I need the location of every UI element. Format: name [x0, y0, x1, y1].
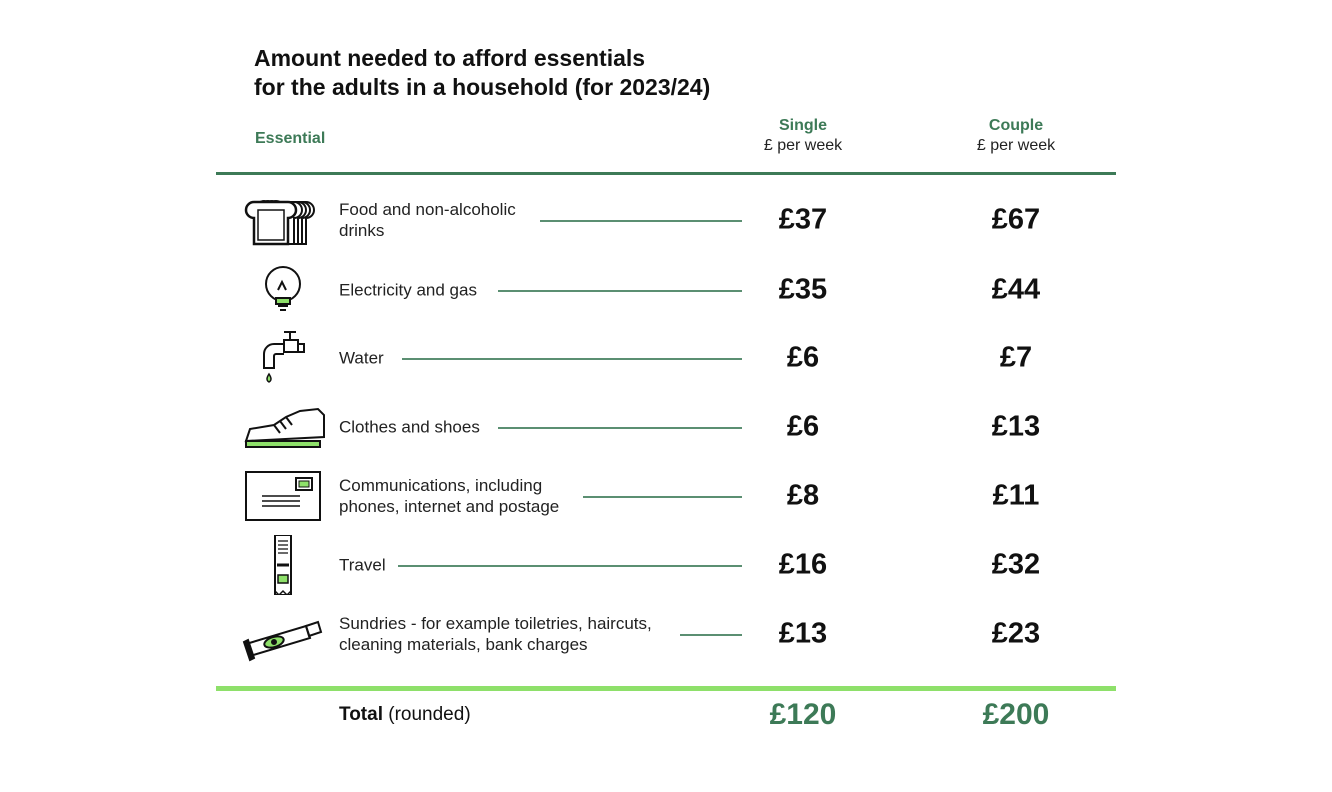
couple-value: £11 — [992, 479, 1040, 512]
total-label-rest: (rounded) — [382, 704, 471, 725]
couple-value: £67 — [991, 203, 1041, 236]
table-row — [0, 397, 1332, 457]
header-divider — [216, 172, 1116, 175]
table-row — [0, 328, 1332, 388]
total-label-bold: Total — [339, 704, 383, 725]
total-divider — [216, 686, 1116, 691]
row-label-line: Electricity and gas — [339, 280, 477, 300]
row-label — [339, 555, 386, 576]
row-label-line: Food and non-alcoholic — [339, 200, 516, 219]
table-row — [0, 260, 1332, 320]
bread-icon — [240, 190, 326, 250]
shoe-icon — [240, 397, 326, 457]
row-label-line: Water — [339, 348, 384, 368]
row-label — [339, 280, 477, 301]
leader-line — [398, 565, 742, 567]
header-couple-unit: £ per week — [976, 137, 1056, 154]
single-value: £35 — [778, 273, 828, 306]
single-value: £37 — [778, 203, 828, 236]
couple-value: £44 — [991, 273, 1041, 306]
couple-value: £32 — [991, 548, 1041, 581]
header-couple — [936, 116, 1096, 156]
header-essential: Essential — [255, 130, 326, 147]
envelope-icon — [240, 466, 326, 526]
title-line-2: for the adults in a household (for 2023/24) — [254, 74, 711, 100]
leader-line — [498, 290, 742, 292]
total-single-value: £120 — [769, 698, 837, 731]
row-label-line: Clothes and shoes — [339, 417, 480, 437]
leader-line — [583, 496, 742, 498]
title-line-1: Amount needed to afford essentials — [254, 45, 646, 71]
tap-icon — [240, 328, 326, 388]
table-row — [0, 604, 1332, 664]
leader-line — [498, 427, 742, 429]
row-label-line: Sundries - for example toiletries, haircuts, — [339, 614, 652, 633]
row-label-line: cleaning materials, bank charges — [339, 635, 588, 654]
leader-line — [540, 220, 742, 222]
couple-value: £23 — [991, 617, 1041, 650]
header-couple-name: Couple — [988, 117, 1044, 134]
header-single — [723, 116, 883, 156]
single-value: £8 — [786, 479, 820, 512]
chart-title — [254, 44, 710, 102]
toothpaste-icon — [240, 604, 326, 664]
single-value: £6 — [786, 341, 820, 374]
total-couple-value: £200 — [982, 698, 1050, 731]
header-single-unit: £ per week — [763, 137, 843, 154]
single-value: £6 — [786, 410, 820, 443]
row-label-line: drinks — [339, 221, 385, 240]
table-row — [0, 190, 1332, 250]
table-row — [0, 466, 1332, 526]
row-label — [339, 475, 559, 517]
row-label-line: phones, internet and postage — [339, 497, 560, 516]
row-label — [339, 348, 384, 369]
row-label — [339, 613, 652, 655]
couple-value: £13 — [991, 410, 1041, 443]
row-label — [339, 199, 516, 241]
single-value: £16 — [778, 548, 828, 581]
ticket-icon — [240, 535, 326, 595]
single-value: £13 — [778, 617, 828, 650]
row-label-line: Travel — [339, 555, 386, 575]
row-label — [339, 417, 480, 438]
couple-value: £7 — [999, 341, 1033, 374]
row-label-line: Communications, including — [339, 476, 543, 495]
header-single-name: Single — [778, 117, 827, 134]
total-label — [339, 704, 471, 726]
leader-line — [402, 358, 742, 360]
table-row — [0, 535, 1332, 595]
lightbulb-icon — [240, 260, 326, 320]
